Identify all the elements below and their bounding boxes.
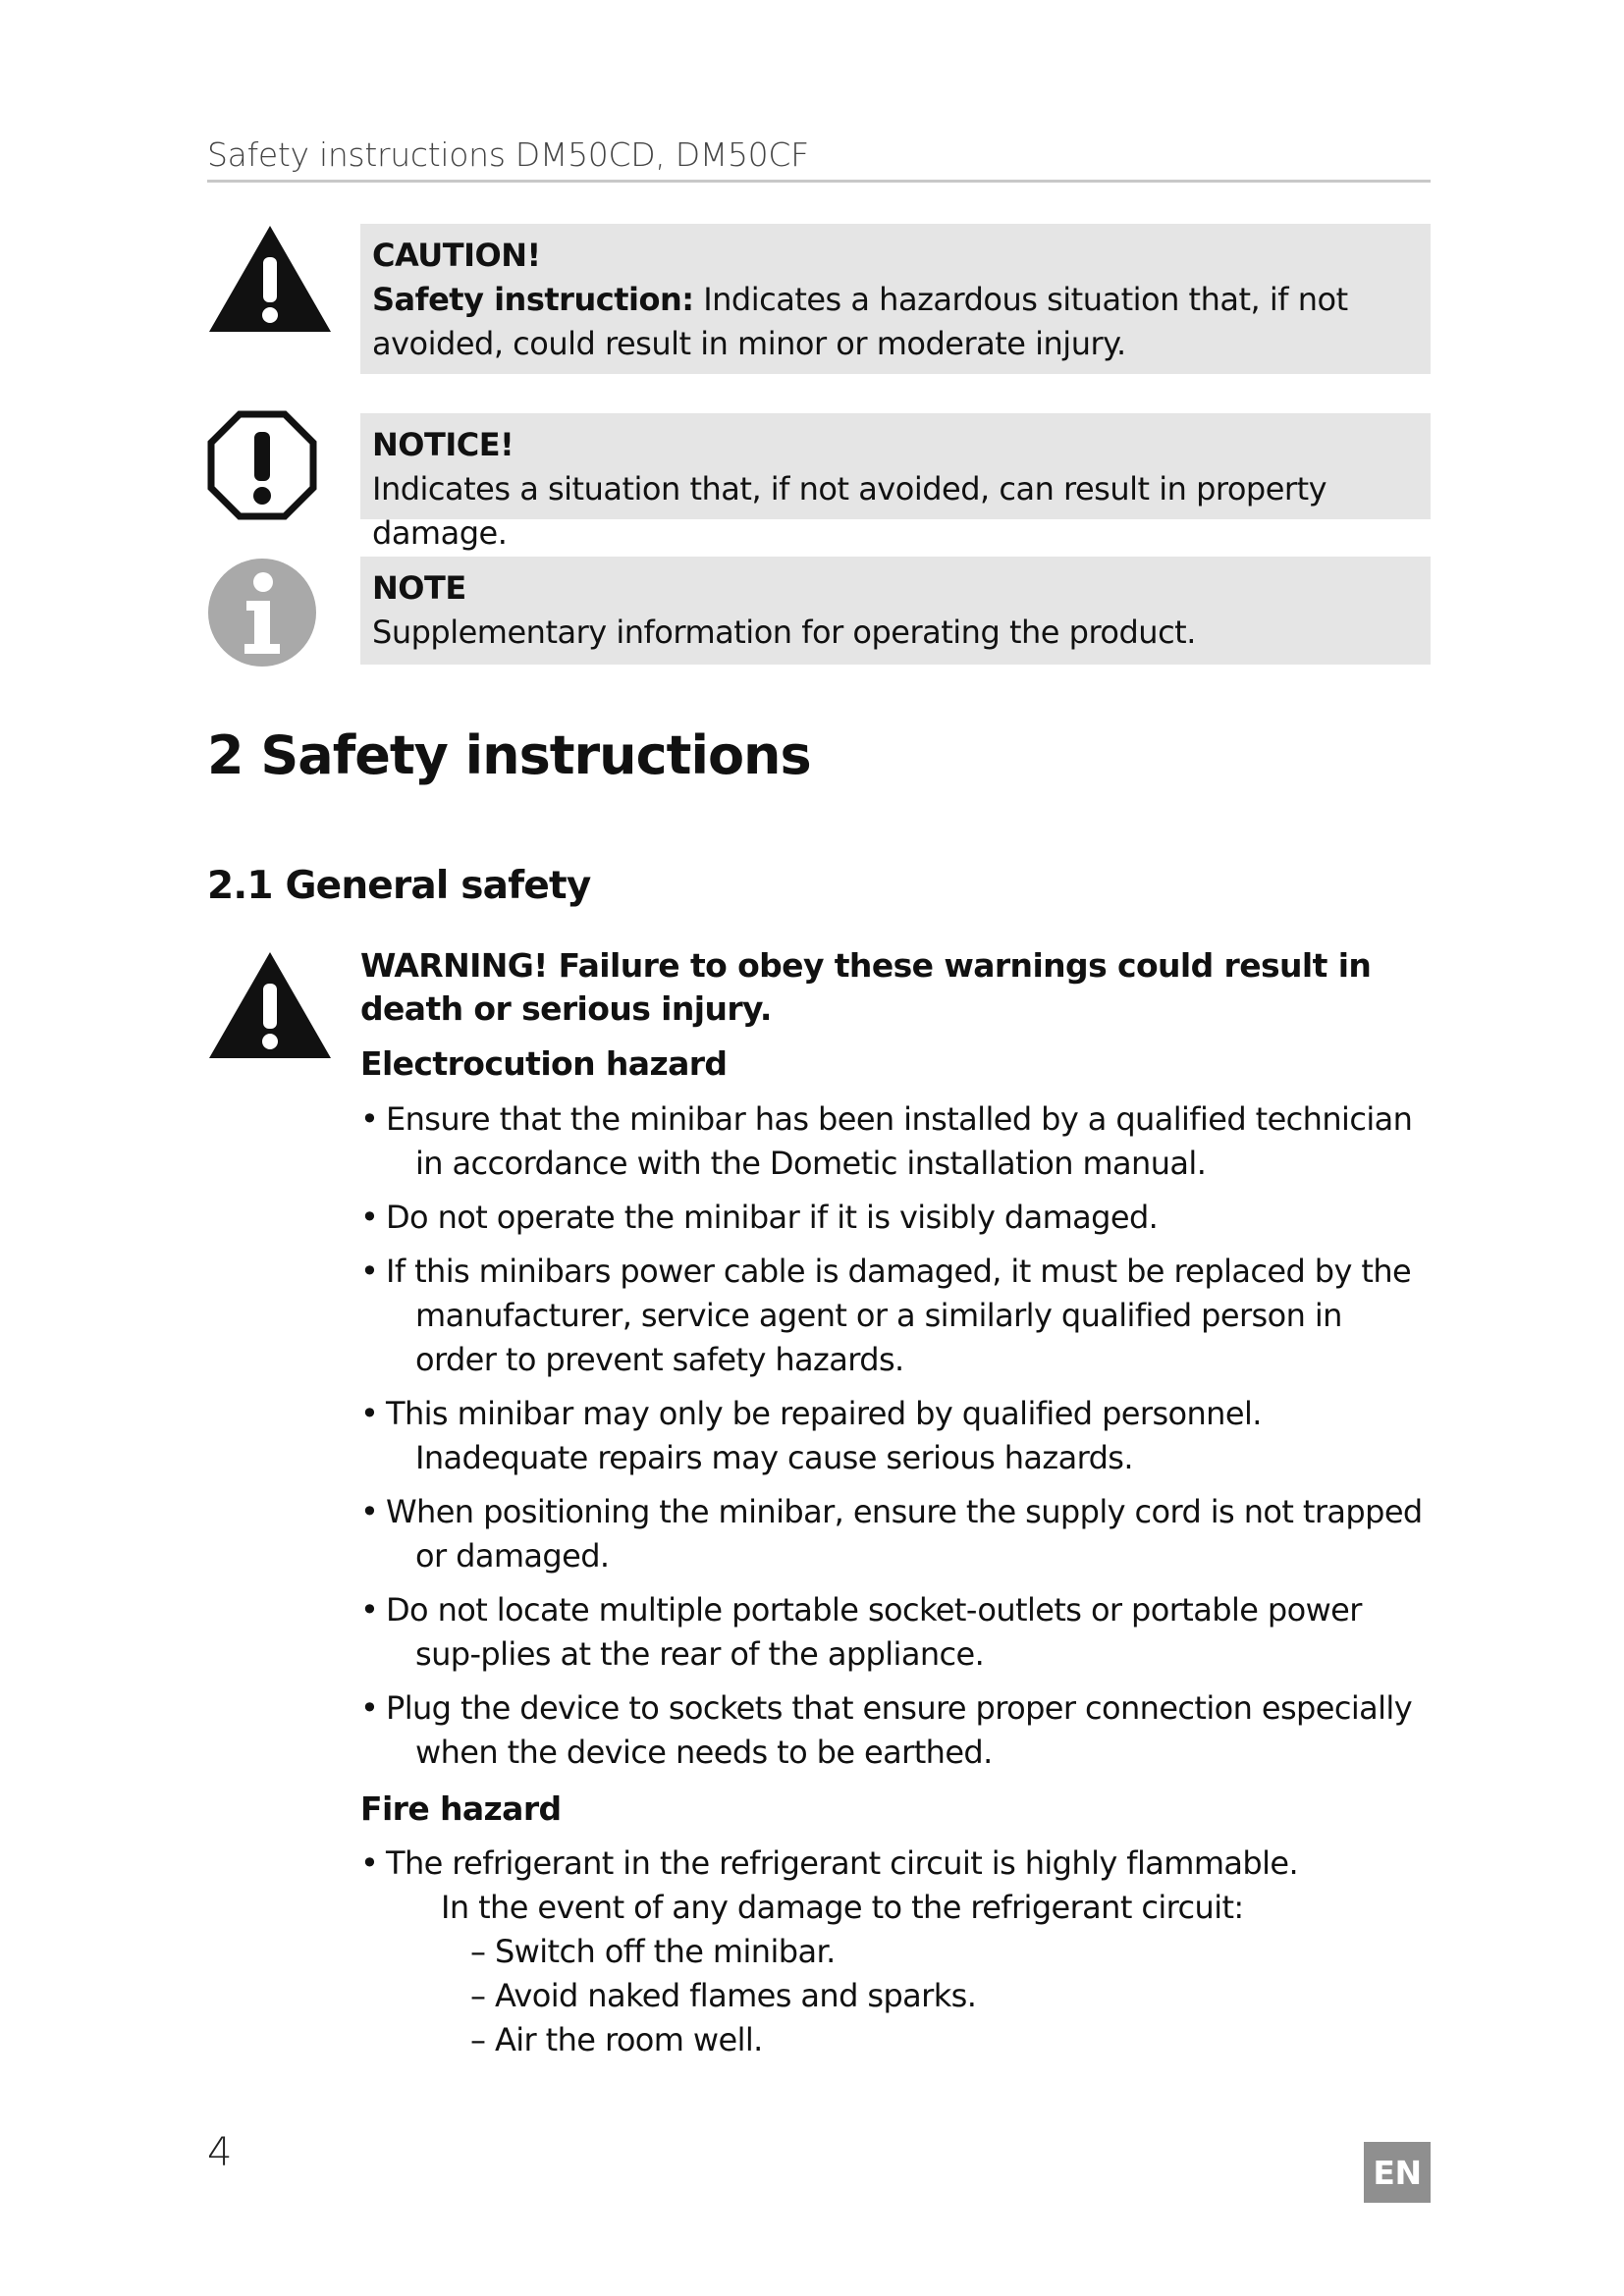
info-circle-icon — [207, 558, 317, 667]
note-box — [360, 557, 1431, 665]
list-item: • Ensure that the minibar has been installed by a qualified technician in accordance with the Dometic installation manual. — [360, 1097, 1431, 1186]
page-number: 4 — [207, 2130, 233, 2175]
list-item: • Do not locate multiple portable socket-outlets or portable power sup-plies at the rear of the appliance. — [360, 1588, 1431, 1677]
list-item — [360, 1842, 1431, 2062]
list-item: • Do not operate the minibar if it is visibly damaged. — [360, 1196, 1431, 1240]
fire-intro: In the event of any damage to the refrigerant circuit: — [441, 1889, 1244, 1926]
notice-octagon-icon — [207, 410, 317, 520]
language-badge: EN — [1364, 2142, 1431, 2203]
list-item: • Plug the device to sockets that ensure proper connection especially when the device needs to be earthed. — [360, 1686, 1431, 1775]
list-item: • When positioning the minibar, ensure the supply cord is not trapped or damaged. — [360, 1490, 1431, 1578]
fire-step: – Air the room well. — [470, 2021, 763, 2058]
notice-box — [360, 413, 1431, 552]
caution-box — [360, 224, 1431, 374]
caution-lead: Safety instruction: — [372, 281, 694, 318]
caution-text: Indicates a hazardous situation that, if not avoided, could result in minor or moderate injury. — [372, 281, 1348, 362]
warning-triangle-icon — [207, 950, 333, 1060]
notice-text: Indicates a situation that, if not avoided, can result in property damage. — [372, 470, 1327, 552]
caution-title: CAUTION! — [372, 237, 541, 274]
warning-triangle-icon — [207, 224, 333, 334]
warning-heading: WARNING! Failure to obey these warnings could result in death or serious injury. — [360, 946, 1372, 1028]
fire-step: – Avoid naked flames and sparks. — [470, 1977, 977, 2014]
subsection-title: 2.1 General safety — [207, 864, 591, 908]
fire-list — [360, 1842, 1431, 2072]
note-text: Supplementary information for operating the product. — [372, 614, 1196, 651]
fire-step: – Switch off the minibar. — [470, 1933, 836, 1970]
list-item: • This minibar may only be repaired by qualified personnel. Inadequate repairs may cause serious hazards. — [360, 1392, 1431, 1480]
running-header: Safety instructions DM50CD, DM50CF — [207, 135, 809, 174]
list-item: • If this minibars power cable is damaged, it must be replaced by the manufacturer, service agent or a similarly qualified person in order to prevent safety hazards. — [360, 1250, 1431, 1382]
note-title: NOTE — [372, 569, 466, 607]
fire-item-text: The refrigerant in the refrigerant circuit is highly flammable. — [386, 1844, 1299, 1882]
electrocution-list — [360, 1097, 1431, 1785]
fire-heading: Fire hazard — [360, 1789, 562, 1828]
notice-title: NOTICE! — [372, 426, 514, 463]
header-rule — [207, 180, 1431, 183]
section-title: 2 Safety instructions — [207, 724, 811, 786]
electrocution-heading: Electrocution hazard — [360, 1044, 728, 1083]
